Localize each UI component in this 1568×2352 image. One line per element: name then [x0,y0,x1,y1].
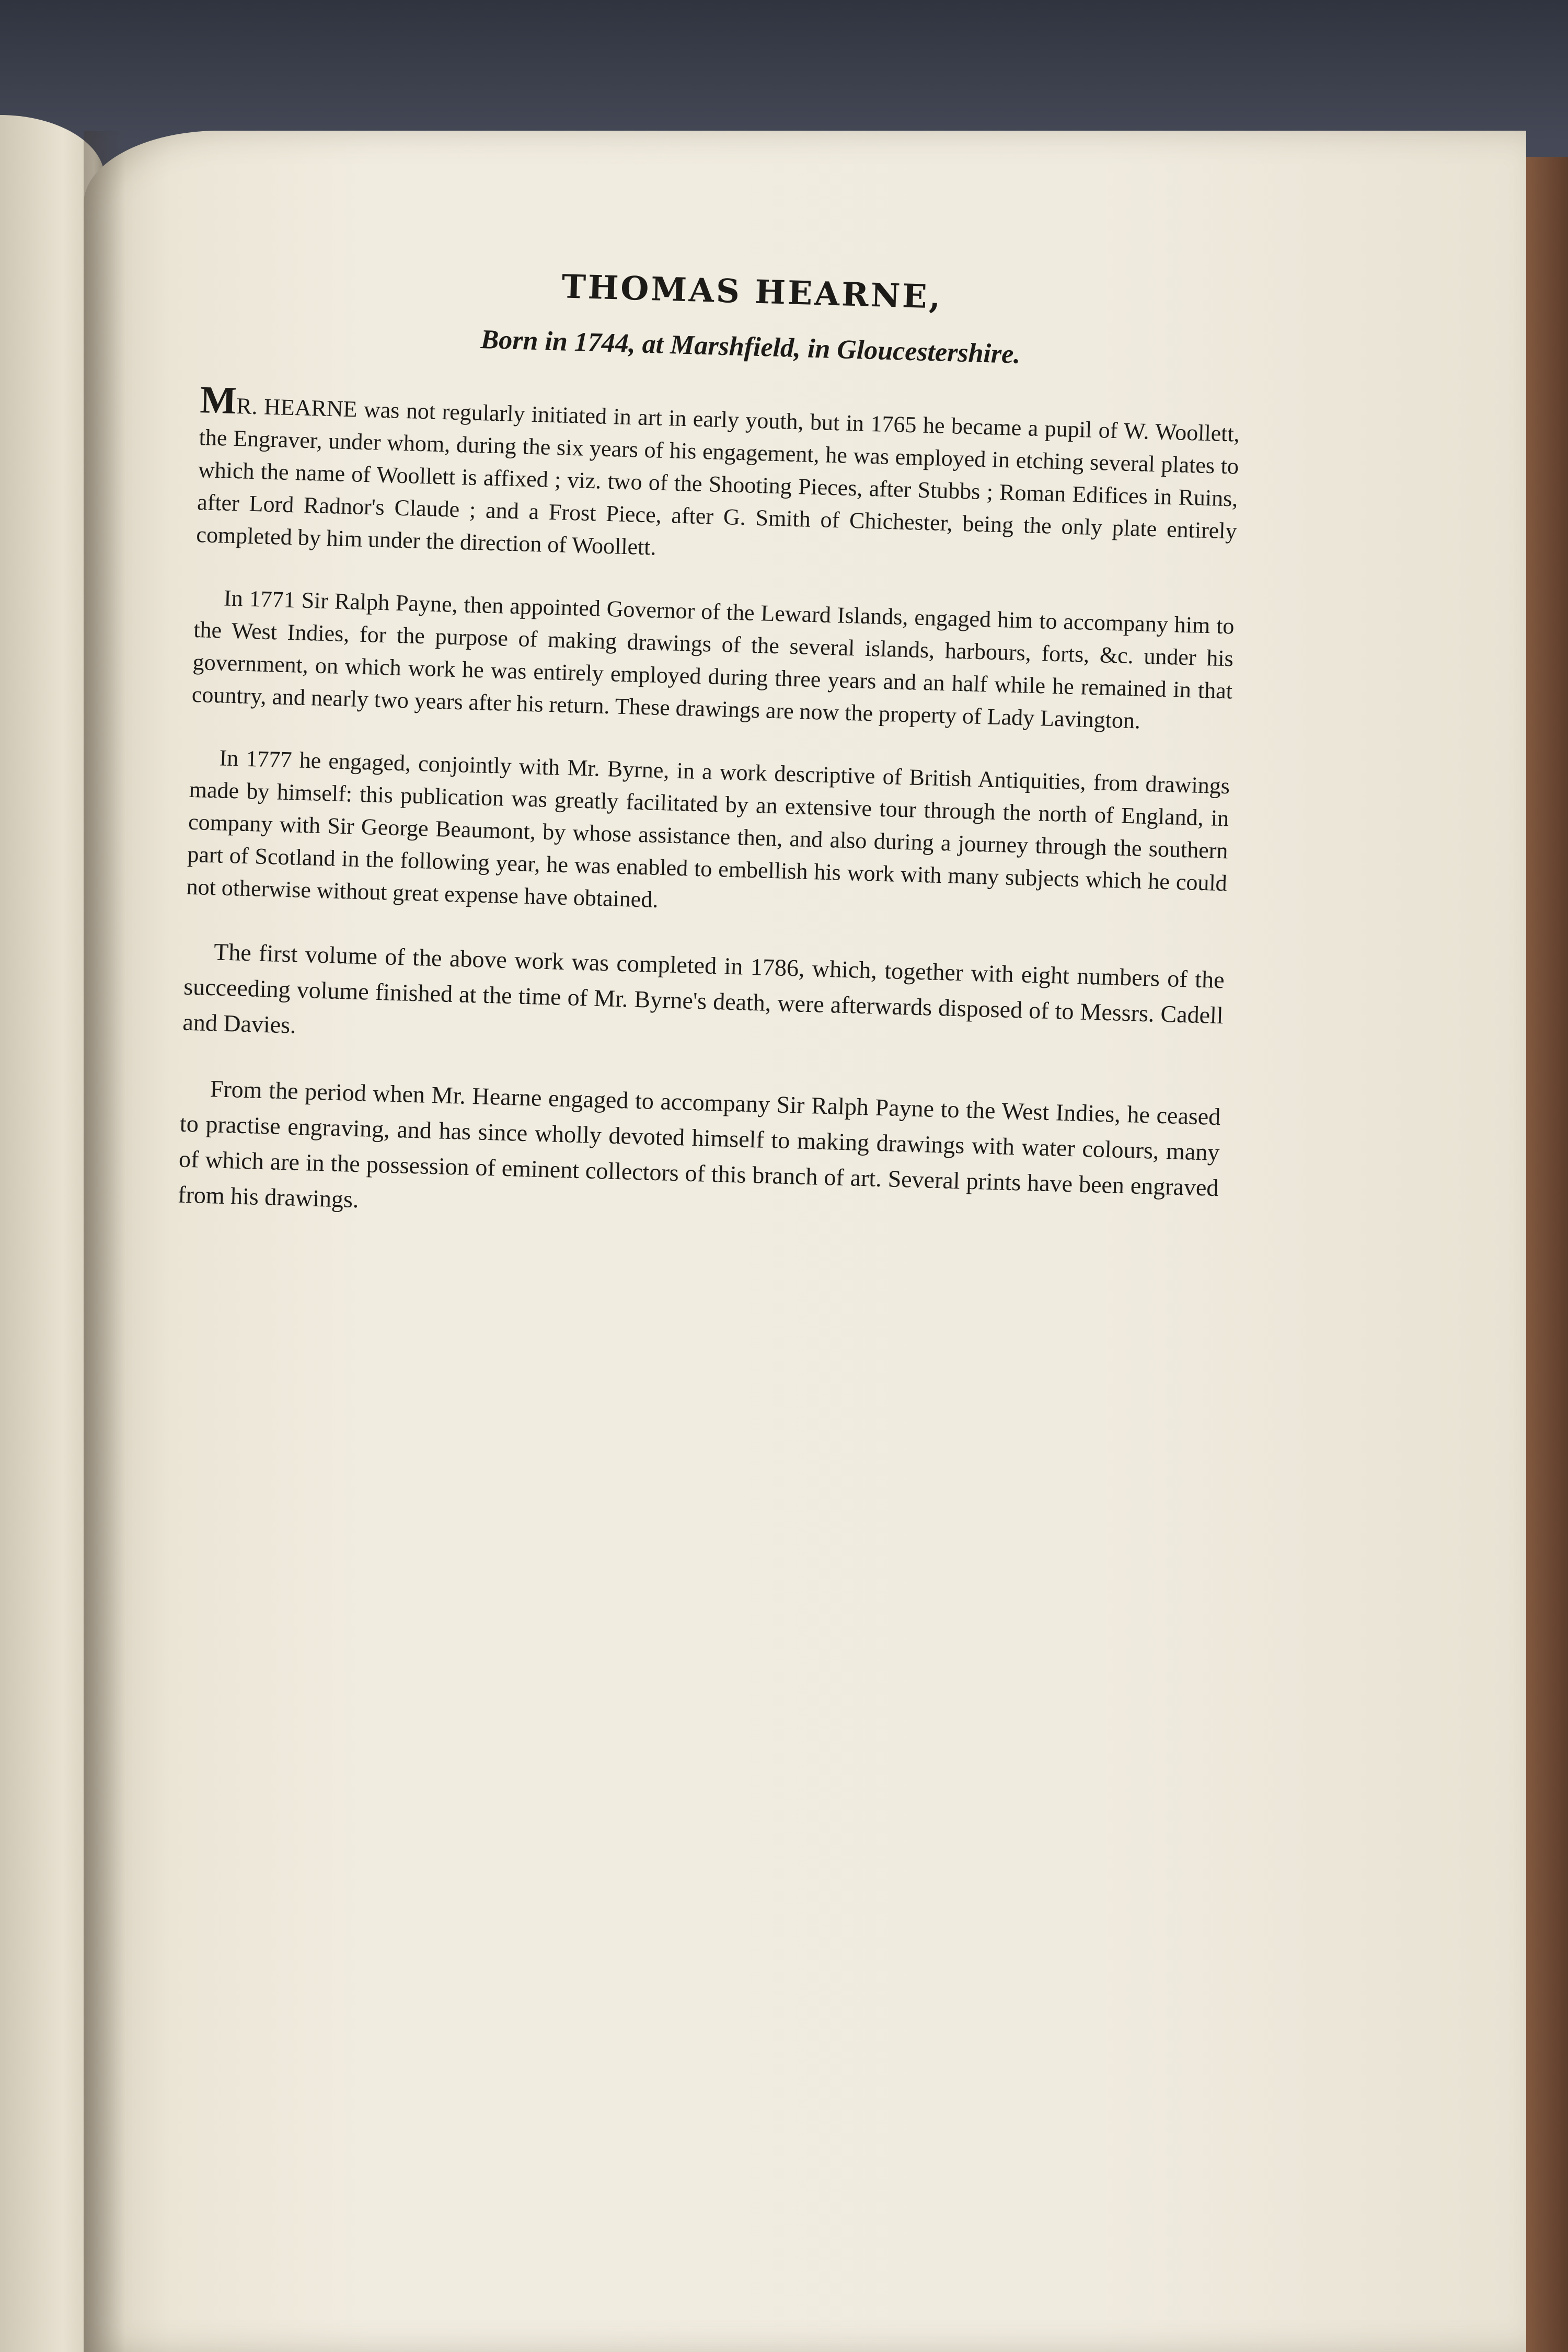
paragraph-4: The first volume of the above work was completed in 1786, which, together with eight numbers of the succeeding volume finished at the time of Mr. Byrne's death, were afterwards disposed of to Messrs. Cadell and Davies. [182,938,1225,1039]
paragraph-3: In 1777 he engaged, conjointly with Mr. Byrne, in a work descriptive of British Antiquities, from drawings made by himself: this publication was greatly facilitated by an extensive tour through the north of England, in company with Sir George Beaumont, by whose assistance then, and also during a journey through the southern part of Scotland in the following year, he was enabled to embellish his work with many subjects which he could not otherwise without great expense have obtained. [186,745,1230,913]
page-title: THOMAS HEARNE, [561,267,943,316]
page-subtitle: Born in 1744, at Marshfield, in Gloucestershire. [480,325,1021,370]
paragraph-1-text: R. HEARNE was not regularly initiated in art in early youth, but in 1765 he became a pupil of W. Woollett, the Engraver, under whom, during the six years of his engagement, he was employed in etching several plates to which the name of Woollett is affixed ; viz. two of the Shooting Pieces, after Stubbs ; Roman Edifices in Ruins, after Lord Radnor's Claude ; and a Frost Piece, after G. Smith of Chichester, being the only plate entirely completed by him under the direction of Woollett. [195,393,1240,560]
page-content [177,257,1244,1272]
paragraph-5: From the period when Mr. Hearne engaged to accompany Sir Ralph Payne to the West Indies, he ceased to practise engraving, and has since wholly devoted himself to making drawings with water colours, many of which are in the possession of eminent collectors of this branch of art. Several prints have been engraved from his drawings. [177,1075,1221,1213]
drop-cap: M [199,378,237,423]
paragraph-2: In 1771 Sir Ralph Payne, then appointed Governor of the Leward Islands, engaged him to accompany him to the West Indies, for the purpose of making drawings of the several islands, harbours, forts, &c. under his government, on which work he was entirely employed during three years and an half while he remained in that country, and nearly two years after his return. These drawings are now the property of Lady Lavington. [191,585,1235,734]
gutter-shadow [84,131,125,2352]
paragraph-1 [195,378,1240,580]
